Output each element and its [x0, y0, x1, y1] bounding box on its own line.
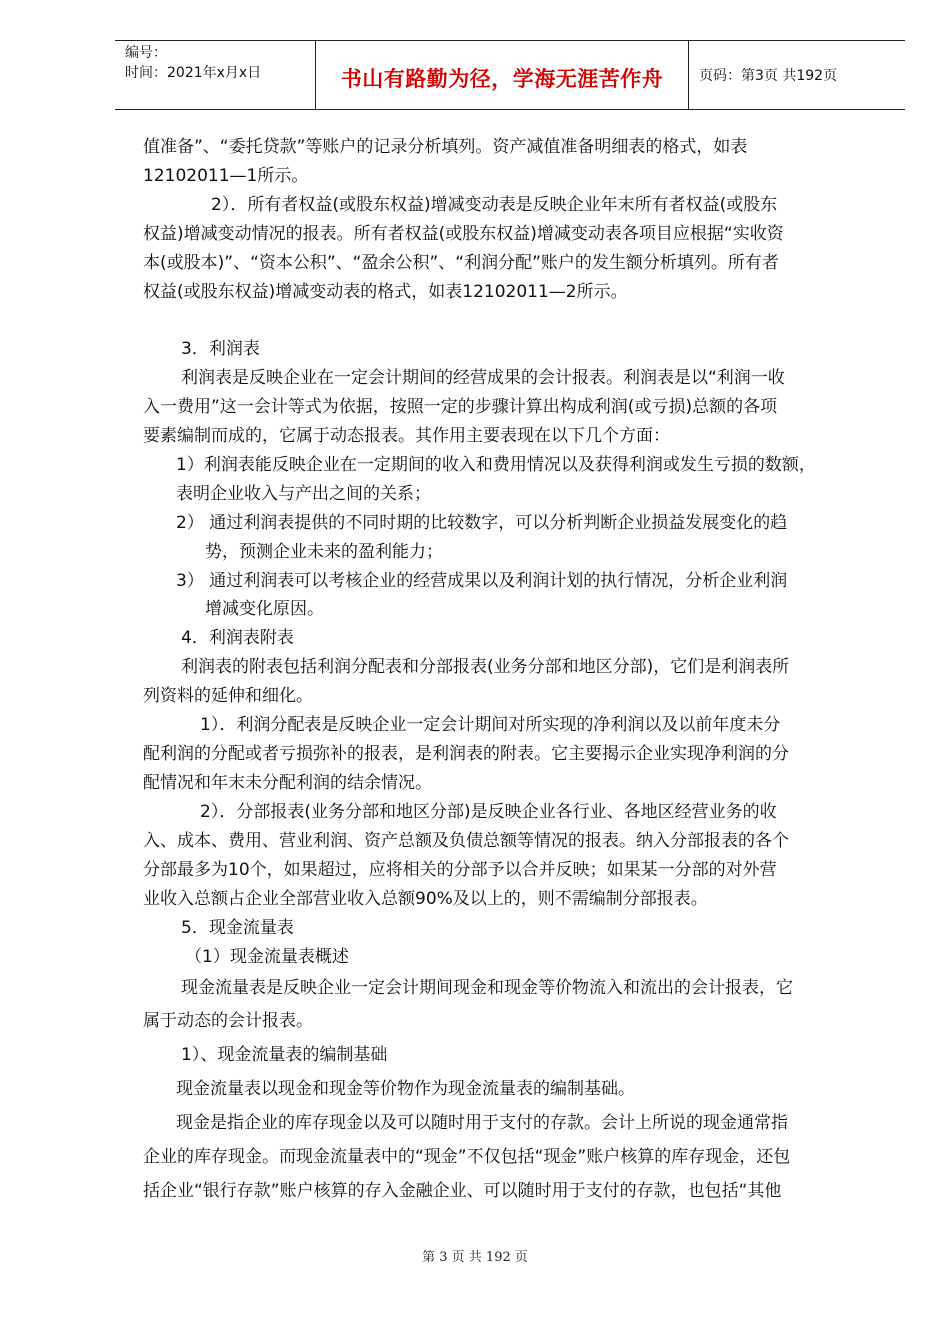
document-number-label: 编号： — [125, 45, 167, 61]
body-line: 现金流量表是反映企业一定会计期间现金和现金等价物流入和流出的会计报表，它 — [181, 978, 793, 998]
body-line: 括企业“银行存款”账户核算的存入金融企业、可以随时用于支付的存款，也包括“其他 — [143, 1181, 782, 1201]
body-line: 属于动态的会计报表。 — [143, 1011, 313, 1031]
list-item-cont: 势，预测企业未来的盈利能力； — [205, 542, 443, 562]
body-line: 现金流量表以现金和现金等价物作为现金流量表的编制基础。 — [176, 1079, 635, 1099]
list-item: 2） 通过利润表提供的不同时期的比较数字，可以分析判断企业损益发展变化的趋 — [176, 513, 788, 533]
header-motto-cell — [316, 41, 689, 109]
body-line: 入、成本、费用、营业利润、资产总额及负债总额等情况的报表。纳入分部报表的各个 — [143, 831, 789, 851]
list-item-cont: 增减变化原因。 — [205, 599, 324, 619]
body-line: 2）．分部报表(业务分部和地区分部)是反映企业各行业、各地区经营业务的收 — [200, 802, 777, 822]
body-line: 值准备”、“委托贷款”等账户的记录分析填列。资产减值准备明细表的格式，如表 — [143, 137, 748, 157]
body-line: 利润表是反映企业在一定会计期间的经营成果的会计报表。利润表是以“利润一收 — [181, 368, 785, 388]
body-line: 现金是指企业的库存现金以及可以随时用于支付的存款。会计上所说的现金通常指 — [176, 1113, 788, 1133]
header-page-cell — [689, 41, 905, 109]
body-line: 配情况和年末未分配利润的结余情况。 — [143, 773, 432, 793]
page-header — [115, 40, 905, 110]
header-motto: 书山有路勤为径，学海无涯苦作舟 — [340, 67, 664, 91]
body-line: 配利润的分配或者亏损弥补的报表，是利润表的附表。它主要揭示企业实现净利润的分 — [143, 744, 789, 764]
body-line: 分部最多为10个，如果超过，应将相关的分部予以合并反映；如果某一分部的对外营 — [143, 860, 777, 880]
body-line: 利润表的附表包括利润分配表和分部报表(业务分部和地区分部)，它们是利润表所 — [181, 657, 790, 677]
section-heading: 4．利润表附表 — [181, 628, 294, 648]
body-line: 1）．利润分配表是反映企业一定会计期间对所实现的净利润以及以前年度未分 — [200, 715, 781, 735]
subsection-heading: 1）、现金流量表的编制基础 — [181, 1045, 388, 1065]
list-item: 3） 通过利润表可以考核企业的经营成果以及利润计划的执行情况，分析企业利润 — [176, 571, 788, 591]
body-line: 入一费用”这一会计等式为依据，按照一定的步骤计算出构成利润(或亏损)总额的各项 — [143, 397, 778, 417]
subsection-heading: （1）现金流量表概述 — [185, 947, 349, 967]
list-item: 1）利润表能反映企业在一定期间的收入和费用情况以及获得利润或发生亏损的数额， — [176, 455, 816, 475]
list-item-cont: 表明企业收入与产出之间的关系； — [176, 484, 431, 504]
body-line: 列资料的延伸和细化。 — [143, 686, 313, 706]
body-line: 要素编制而成的，它属于动态报表。其作用主要表现在以下几个方面： — [143, 426, 670, 446]
section-heading: 3．利润表 — [181, 339, 260, 359]
page-footer: 第 3 页 共 192 页 — [422, 1250, 528, 1265]
document-time-label: 时间：2021年x月x日 — [125, 65, 262, 81]
body-line: 本(或股本)”、“资本公积”、“盈余公积”、“利润分配”账户的发生额分析填列。所有者 — [143, 253, 779, 273]
body-line: 12102011—1所示。 — [143, 166, 309, 186]
section-heading: 5．现金流量表 — [181, 918, 294, 938]
header-meta-cell — [115, 41, 316, 109]
body-line: 企业的库存现金。而现金流量表中的“现金”不仅包括“现金”账户核算的库存现金，还包 — [143, 1147, 791, 1167]
header-page-number: 页码：第3页 共192页 — [699, 68, 838, 84]
body-line: 业收入总额占企业全部营业收入总额90%及以上的，则不需编制分部报表。 — [143, 889, 708, 909]
body-line: 权益)增减变动情况的报表。所有者权益(或股东权益)增减变动表各项目应根据“实收资 — [143, 224, 784, 244]
body-line: 2）．所有者权益(或股东权益)增减变动表是反映企业年末所有者权益(或股东 — [211, 195, 778, 215]
body-line: 权益(或股东权益)增减变动表的格式，如表12102011—2所示。 — [143, 282, 628, 302]
